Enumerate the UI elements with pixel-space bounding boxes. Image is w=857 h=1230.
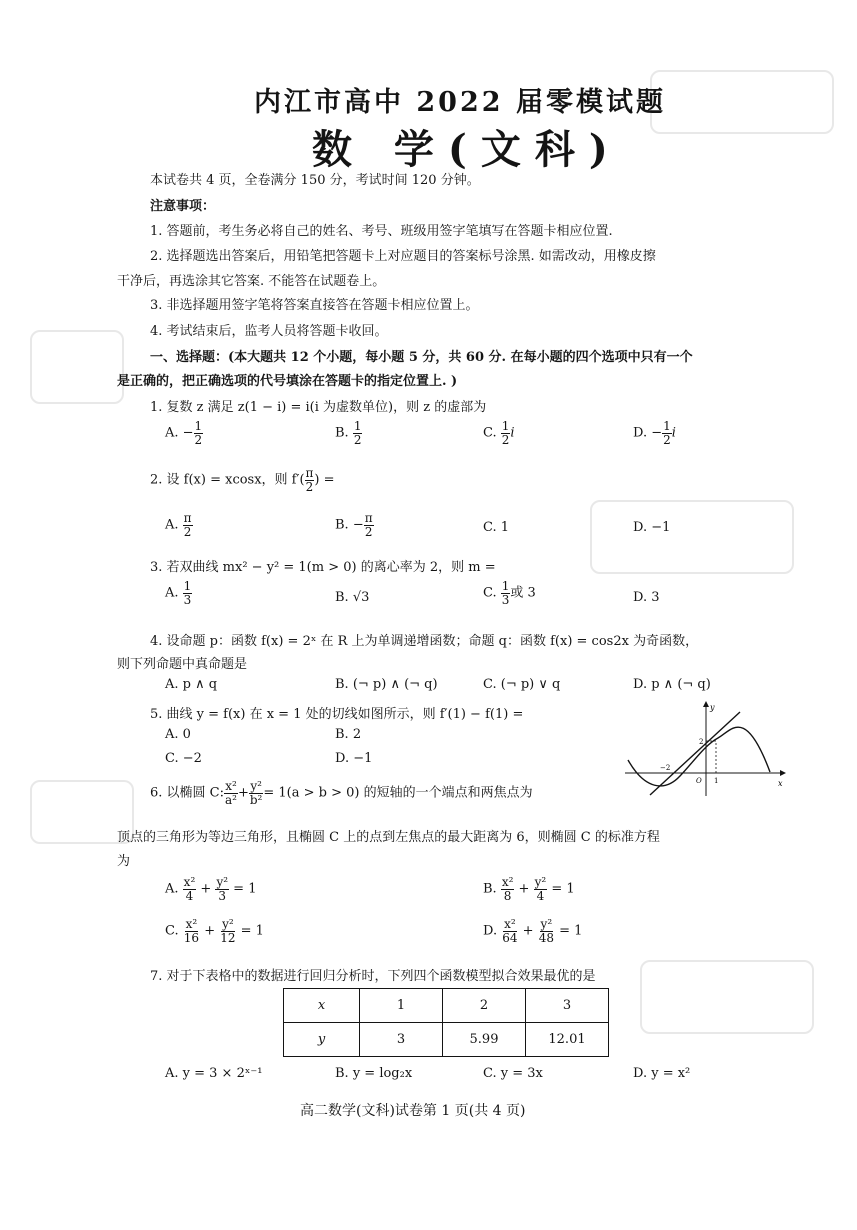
tick-label-2: 2 xyxy=(699,738,704,746)
question-1-option-c: C. $\frac{1}{2}$ i xyxy=(483,419,515,447)
question-3-option-a: A. $\frac{1}{3}$ xyxy=(165,579,192,607)
question-4-option-c: C. (¬ p) ∨ q xyxy=(483,677,561,692)
question-6-stem: 6. 以椭圆 C: $\frac{\text{x²}}{\text{a²}}$ + $\frac{\text{y²}}{\text{b²}}$ = 1(a > b > 0) 的短轴的一个端点和两焦点为 xyxy=(150,779,533,807)
question-7-option-c: C. y = 3x xyxy=(483,1066,543,1081)
question-3-option-d: D. 3 xyxy=(633,590,660,605)
question-6-option-d: D. $\frac{\text{x²}}{64}$ + $\frac{\text{y²}}{48}$ = 1 xyxy=(483,917,583,945)
subject-title: 数 学(文科) xyxy=(312,126,622,173)
question-1-option-d: D. − $\frac{1}{2}$ i xyxy=(633,419,676,447)
tick-label-neg2: −2 xyxy=(660,764,671,772)
question-1-option-a: A. − $\frac{1}{2}$ xyxy=(165,419,203,447)
question-6-stem-cont: 顶点的三角形为等边三角形，且椭圆 C 上的点到左焦点的最大距离为 6，则椭圆 C 的标准方程 xyxy=(117,830,660,845)
watermark-shape xyxy=(650,70,834,134)
notice-title: 注意事项： xyxy=(150,199,216,214)
notice-item-3: 3. 非选择题用签字笔将答案直接答在答题卡相应位置上。 xyxy=(150,298,479,313)
notice-item-2: 2. 选择题选出答案后，用铅笔把答题卡上对应题目的答案标号涂黑. 如需改动，用橡皮擦 xyxy=(150,249,656,264)
x-axis-label: x xyxy=(778,779,783,788)
question-6-option-a: A. $\frac{\text{x²}}{4}$ + $\frac{\text{y²}}{3}$ = 1 xyxy=(165,875,257,903)
question-2-stem: 2. 设 f(x) = xcosx，则 f′( $\frac{\pi}{2}$ ) = xyxy=(150,466,335,494)
page-footer: 高二数学(文科)试卷第 1 页(共 4 页) xyxy=(300,1103,526,1119)
y-axis-label: y xyxy=(710,703,715,712)
question-6-option-b: B. $\frac{\text{x²}}{8}$ + $\frac{\text{y²}}{4}$ = 1 xyxy=(483,875,575,903)
table-cell: 5.99 xyxy=(443,1023,526,1057)
table-cell: x xyxy=(284,989,360,1023)
exam-title: 内江市高中 2022 届零模试题 xyxy=(254,87,666,118)
origin-label: O xyxy=(696,777,702,785)
question-6-stem-end: 为 xyxy=(117,854,131,869)
tangent-line xyxy=(650,712,740,795)
notice-item-2-cont: 干净后，再选涂其它答案. 不能答在试题卷上。 xyxy=(117,274,386,289)
question-3-stem: 3. 若双曲线 mx² − y² = 1(m > 0) 的离心率为 2，则 m = xyxy=(150,560,496,575)
tick-label-1: 1 xyxy=(714,777,719,785)
question-7-stem: 7. 对于下表格中的数据进行回归分析时，下列四个函数模型拟合效果最优的是 xyxy=(150,969,596,984)
pages-note: 本试卷共 4 页，全卷满分 150 分，考试时间 120 分钟。 xyxy=(150,173,480,188)
question-5-option-c: C. −2 xyxy=(165,751,202,766)
table-cell: 1 xyxy=(360,989,443,1023)
question-2-option-a: A. $\frac{\pi}{2}$ xyxy=(165,511,192,539)
section-heading-cont: 是正确的，把正确选项的代号填涂在答题卡的指定位置上. ) xyxy=(117,374,458,389)
watermark-shape xyxy=(590,500,794,574)
table-cell: y xyxy=(284,1023,360,1057)
question-7-option-a: A. y = 3 × 2ˣ⁻¹ xyxy=(165,1066,263,1081)
question-7-option-b: B. y = log₂x xyxy=(335,1066,413,1081)
table-cell: 2 xyxy=(443,989,526,1023)
question-1-option-b: B. $\frac{1}{2}$ xyxy=(335,419,362,447)
table-cell: 3 xyxy=(526,989,609,1023)
table-row xyxy=(284,1023,609,1057)
question-5-option-b: B. 2 xyxy=(335,727,362,742)
question-6-option-c: C. $\frac{\text{x²}}{16}$ + $\frac{\text{y²}}{12}$ = 1 xyxy=(165,917,264,945)
question-4-stem: 4. 设命题 p：函数 f(x) = 2ˣ 在 R 上为单调递增函数；命题 q：函数 f(x) = cos2x 为奇函数， xyxy=(150,634,699,649)
question-4-stem-cont: 则下列命题中真命题是 xyxy=(117,657,248,672)
question-3-option-b: B. √3 xyxy=(335,590,370,605)
question-5-stem: 5. 曲线 y = f(x) 在 x = 1 处的切线如图所示，则 f′(1) − f(1) = xyxy=(150,707,524,722)
question-4-option-a: A. p ∧ q xyxy=(165,677,218,692)
table-cell: 12.01 xyxy=(526,1023,609,1057)
question-5-option-a: A. 0 xyxy=(165,727,191,742)
table-cell: 3 xyxy=(360,1023,443,1057)
x-axis-arrow-icon xyxy=(780,770,786,776)
question-1-stem: 1. 复数 z 满足 z(1 − i) = i(i 为虚数单位)，则 z 的虚部为 xyxy=(150,400,487,415)
question-5-graph xyxy=(620,700,790,800)
question-2-option-d: D. −1 xyxy=(633,520,671,535)
watermark-shape xyxy=(30,330,124,404)
question-4-option-b: B. (¬ p) ∧ (¬ q) xyxy=(335,677,438,692)
notice-item-4: 4. 考试结束后，监考人员将答题卡收回。 xyxy=(150,324,388,339)
watermark-shape xyxy=(640,960,814,1034)
table-row xyxy=(284,989,609,1023)
question-2-option-b: B. − $\frac{\pi}{2}$ xyxy=(335,511,373,539)
question-7-table xyxy=(283,988,609,1057)
y-axis-arrow-icon xyxy=(703,701,709,707)
section-heading: 一、选择题：(本大题共 12 个小题，每小题 5 分，共 60 分. 在每小题的四个选项中只有一个 xyxy=(150,350,693,365)
question-4-option-d: D. p ∧ (¬ q) xyxy=(633,677,711,692)
notice-item-1: 1. 答题前，考生务必将自己的姓名、考号、班级用签字笔填写在答题卡相应位置. xyxy=(150,224,613,239)
question-7-option-d: D. y = x² xyxy=(633,1066,691,1081)
question-3-option-c: C. $\frac{1}{3}$ 或 3 xyxy=(483,579,536,607)
question-5-option-d: D. −1 xyxy=(335,751,373,766)
question-2-option-c: C. 1 xyxy=(483,520,510,535)
